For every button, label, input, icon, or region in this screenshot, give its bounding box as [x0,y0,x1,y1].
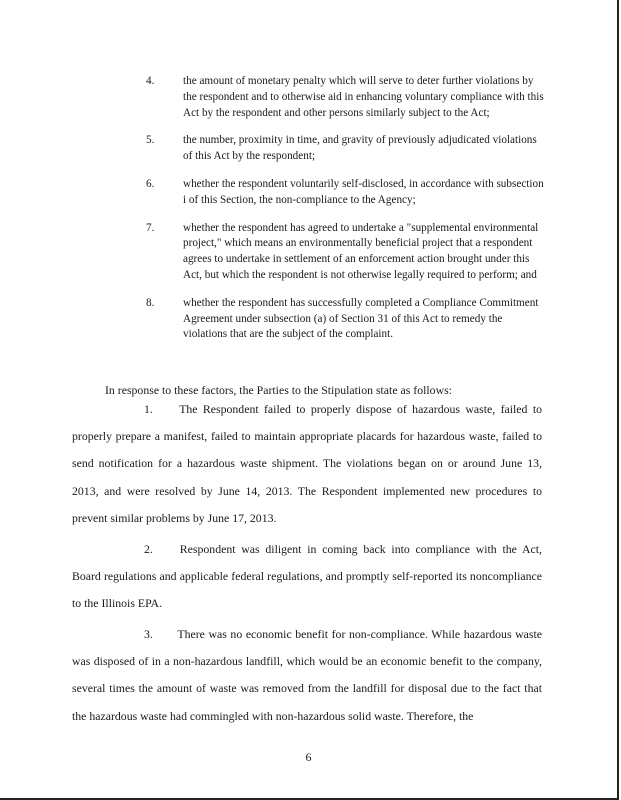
list-item [146,74,546,121]
list-item [146,133,546,165]
paragraph-number: 3. [144,627,153,641]
factor-text: whether the respondent has agreed to undertake a "supplemental environmental project," which means an environmentally beneficial project that a respondent agrees to undertake in settlement of an enforcement action brought under this Act, but which the respondent is not otherwise legally required to perform; and [183,221,539,281]
factor-list [146,74,546,355]
factor-number: 4. [146,75,155,87]
numbered-paragraph [72,396,542,532]
list-item [146,221,546,284]
paragraph-text: Respondent was diligent in coming back into compliance with the Act, Board regulations and applicable federal regulations, and promptly self-reported its noncompliance to the Illinois EPA. [72,542,542,611]
list-item [146,296,546,343]
factor-text: the amount of monetary penalty which will serve to deter further violations by the respondent and to otherwise aid in enhancing voluntary compliance with this Act by the respondent and other persons similarly subject to the Act; [183,75,544,119]
paragraph-text: There was no economic benefit for non-compliance. While hazardous waste was disposed of in a non-hazardous landfill, which would be an economic benefit to the company, several times the amount of waste was removed from the landfill for disposal due to the fact that the hazardous waste had commingled with non-hazardous solid waste. Therefore, the [72,627,542,723]
numbered-paragraph [72,621,542,730]
page-number: 6 [305,750,312,764]
factor-number: 7. [146,221,155,234]
factor-text: whether the respondent has successfully completed a Compliance Commitment Agreement under subsection (a) of Section 31 of this Act to remedy the violations that are the subject of the complaint. [183,296,539,341]
factor-number: 5. [146,134,155,147]
paragraph-number: 2. [144,542,153,556]
factor-number: 6. [146,177,155,190]
paragraph-number: 1. [144,402,153,416]
factor-number: 8. [146,296,155,309]
factor-text: whether the respondent voluntarily self-disclosed, in accordance with subsection i of this Section, the non-compliance to the Agency; [183,177,544,206]
paragraph-text: The Respondent failed to properly dispose of hazardous waste, failed to properly prepare a manifest, failed to maintain appropriate placards for hazardous waste, failed to send notification for a hazardous waste shipment. The violations began on or around June 13, 2013, and were resolved by June 14, 2013. The Respondent implemented new procedures to prevent similar problems by June 17, 2013. [72,402,542,525]
numbered-paragraph [72,536,542,618]
intro-sentence: In response to these factors, the Parties to the Stipulation state as follows: [105,383,452,397]
list-item [146,177,546,209]
factor-text: the number, proximity in time, and gravity of previously adjudicated violations of this Act by the respondent; [183,134,537,163]
